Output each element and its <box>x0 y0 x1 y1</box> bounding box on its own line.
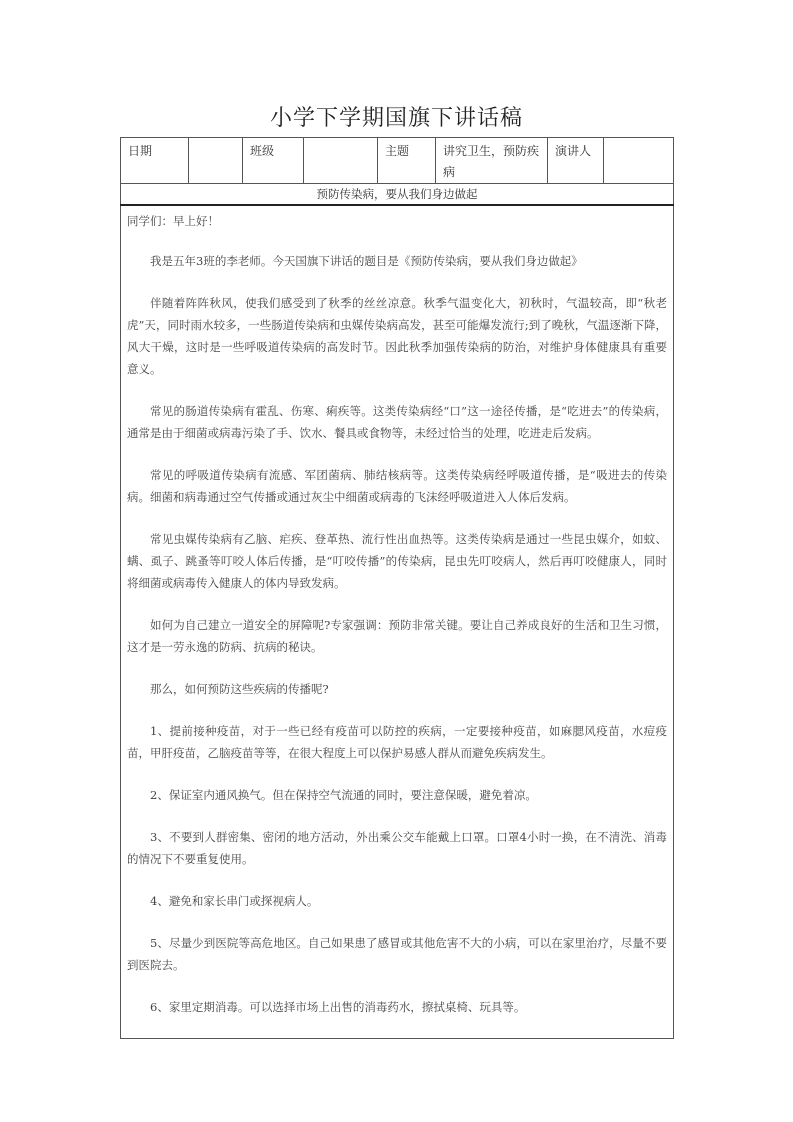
speech-body-cell <box>121 205 674 1039</box>
topic-value: 讲究卫生，预防疾病 <box>443 144 540 179</box>
date-value-cell[interactable] <box>189 138 243 184</box>
class-label: 班级 <box>250 144 275 158</box>
date-value <box>189 138 242 141</box>
class-value <box>304 138 377 141</box>
topic-value-cell <box>436 138 548 184</box>
paragraph: 常见的呼吸道传染病有流感、军团菌病、肺结核病等。这类传染病经呼吸道传播，是“吸进去的传染病。细菌和病毒通过空气传播或通过灰尘中细菌或病毒的飞沫经呼吸道进入人体后发病。 <box>127 468 667 504</box>
paragraph: 那么，如何预防这些疾病的传播呢? <box>150 682 329 696</box>
list-item: 3、不要到人群密集、密闭的地方活动，外出乘公交车能戴上口罩。口罩4小时一换，在不清洗、消毒的情况下不要重复使用。 <box>127 830 667 866</box>
document-title: 小学下学期国旗下讲话稿 <box>269 106 523 131</box>
topic-label-cell <box>378 138 436 184</box>
greeting: 同学们：早上好！ <box>127 214 219 228</box>
speech-table <box>120 137 674 1039</box>
list-item: 6、家里定期消毒。可以选择市场上出售的消毒药水，擦拭桌椅、玩具等。 <box>150 1000 526 1014</box>
class-value-cell[interactable] <box>304 138 378 184</box>
class-label-cell <box>243 138 304 184</box>
paragraph: 伴随着阵阵秋风，使我们感受到了秋季的丝丝凉意。秋季气温变化大，初秋时，气温较高，即“秋老虎”天，同时雨水较多，一些肠道传染病和虫媒传染病高发，甚至可能爆发流行;到了晚秋，气温逐渐下降，风大干燥，这时是一些呼吸道传染病的高发时节。因此秋季加强传染病的防治，对维护身体健康具有重要意义。 <box>127 296 667 376</box>
list-item: 1、提前接种疫苗，对于一些已经有疫苗可以防控的疾病，一定要接种疫苗，如麻腮风疫苗，水痘疫苗，甲肝疫苗，乙脑疫苗等等，在很大程度上可以保护易感人群从而避免疾病发生。 <box>127 724 667 760</box>
speaker-value-cell[interactable] <box>604 138 674 184</box>
date-label: 日期 <box>128 144 153 158</box>
paragraph: 常见虫媒传染病有乙脑、疟疾、登革热、流行性出血热等。这类传染病是通过一些昆虫媒介，如蚊、螨、虱子、跳蚤等叮咬人体后传播，是“叮咬传播”的传染病，昆虫先叮咬病人，然后再叮咬健康人，同时将细菌或病毒传入健康人的体内导致发病。 <box>127 532 667 590</box>
paragraph: 如何为自己建立一道安全的屏障呢?专家强调：预防非常关键。要让自己养成良好的生活和卫生习惯，这才是一劳永逸的防病、抗病的秘诀。 <box>127 618 667 654</box>
list-item: 5、尽量少到医院等高危地区。自己如果患了感冒或其他危害不大的小病，可以在家里治疗，尽量不要到医院去。 <box>127 936 667 972</box>
body-row <box>121 205 674 1039</box>
paragraph: 我是五年3班的李老师。今天国旗下讲话的题目是《预防传染病，要从我们身边做起》 <box>150 254 583 268</box>
speaker-label: 演讲人 <box>555 144 592 158</box>
speech-body <box>121 206 673 1018</box>
subtitle: 预防传染病，要从我们身边做起 <box>121 184 674 206</box>
paragraph: 常见的肠道传染病有霍乱、伤寒、痢疾等。这类传染病经“口”这一途径传播，是“吃进去”的传染病，通常是由于细菌或病毒污染了手、饮水、餐具或食物等，未经过恰当的处理，吃进走后发病。 <box>127 404 667 440</box>
topic-label: 主题 <box>385 144 410 158</box>
date-label-cell <box>121 138 189 184</box>
speaker-value <box>604 138 673 141</box>
subtitle-row <box>121 184 674 206</box>
speaker-label-cell <box>548 138 604 184</box>
list-item: 2、保证室内通风换气。但在保持空气流通的同时，要注意保暖，避免着凉。 <box>150 788 537 802</box>
header-row <box>121 138 674 184</box>
list-item: 4、避免和家长串门或探视病人。 <box>150 894 319 908</box>
